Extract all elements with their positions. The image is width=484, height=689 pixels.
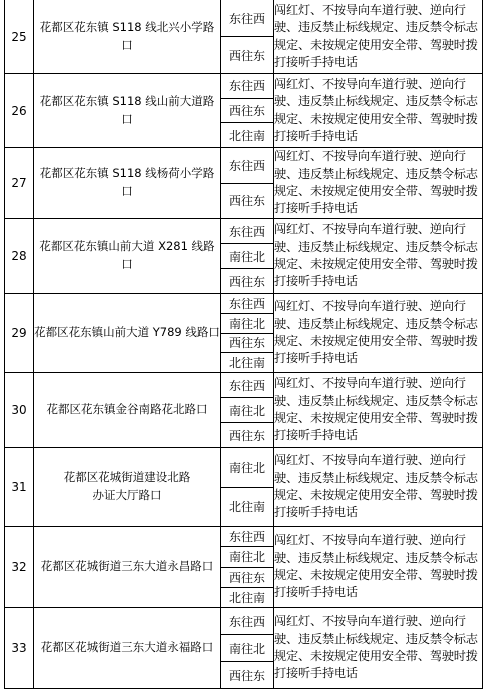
direction-item: 西往东 bbox=[221, 36, 273, 73]
table-row bbox=[5, 148, 483, 219]
violation-types-text: 闯红灯、不按导向车道行驶、逆向行驶、违反禁止标线规定、违反禁令标志规定、未按规定使用安全带、驾驶时拨打接听手持电话 bbox=[274, 222, 478, 289]
direction-item: 北往南 bbox=[221, 352, 273, 372]
direction-item: 南往北 bbox=[221, 313, 273, 333]
table-row bbox=[5, 294, 483, 373]
intersection-location bbox=[34, 74, 221, 148]
direction-item: 西往东 bbox=[221, 567, 273, 587]
direction-item: 西往东 bbox=[221, 333, 273, 353]
direction-item: 西往东 bbox=[221, 422, 273, 447]
violation-types-cell bbox=[274, 148, 483, 219]
table-row bbox=[5, 373, 483, 448]
location-line: 花都区花东镇 S118 线北兴小学路口 bbox=[39, 19, 215, 52]
violation-types-cell bbox=[274, 608, 483, 689]
direction-list-cell bbox=[221, 148, 274, 219]
intersection-location bbox=[34, 294, 221, 373]
violation-types-cell bbox=[274, 294, 483, 373]
direction-list-cell bbox=[221, 294, 274, 373]
location-line: 办证大厅路口 bbox=[92, 488, 162, 502]
table-row bbox=[5, 219, 483, 294]
direction-list-cell bbox=[221, 527, 274, 608]
direction-item: 南往北 bbox=[221, 546, 273, 566]
location-line: 花都区花城街道三东大道永昌路口 bbox=[40, 559, 214, 574]
table-row bbox=[5, 608, 483, 689]
direction-item: 西往东 bbox=[221, 661, 273, 688]
direction-item: 东往西 bbox=[228, 530, 265, 545]
intersection-location bbox=[34, 219, 221, 294]
intersection-location bbox=[34, 448, 221, 527]
direction-item: 南往北 bbox=[221, 243, 273, 268]
direction-list bbox=[221, 74, 273, 147]
direction-item: 东往西 bbox=[228, 378, 265, 393]
table-row bbox=[5, 0, 483, 74]
direction-item: 南往北 bbox=[221, 634, 273, 661]
direction-item: 南往北 bbox=[228, 460, 265, 475]
direction-item: 东往西 bbox=[228, 224, 265, 239]
violation-types-text: 闯红灯、不按导向车道行驶、逆向行驶、违反禁止标线规定、违反禁令标志规定、未按规定使用安全带、驾驶时拨打接听手持电话 bbox=[274, 299, 478, 366]
violation-types-text: 闯红灯、不按导向车道行驶、逆向行驶、违反禁止标线规定、违反禁令标志规定、未按规定使用安全带、驾驶时拨打接听手持电话 bbox=[274, 2, 478, 69]
location-line: 花都区花东镇山前大道 Y789 线路口 bbox=[34, 325, 220, 340]
direction-list bbox=[221, 148, 273, 218]
direction-item: 北往南 bbox=[221, 122, 273, 147]
direction-list-cell bbox=[221, 74, 274, 148]
direction-list bbox=[221, 527, 273, 607]
row-number: 29 bbox=[5, 294, 34, 373]
location-line: 花都区花东镇山前大道 X281 线路口 bbox=[39, 239, 215, 271]
violation-types-text: 闯红灯、不按导向车道行驶、逆向行驶、违反禁止标线规定、违反禁令标志规定、未按规定使用安全带、驾驶时拨打接听手持电话 bbox=[274, 376, 478, 443]
violation-types-cell bbox=[274, 74, 483, 148]
row-number: 27 bbox=[5, 148, 34, 219]
violation-types-text: 闯红灯、不按导向车道行驶、逆向行驶、违反禁止标线规定、违反禁令标志规定、未按规定使用安全带、驾驶时拨打接听手持电话 bbox=[274, 533, 478, 600]
direction-item: 东往西 bbox=[228, 614, 265, 629]
violation-types-cell bbox=[274, 219, 483, 294]
row-number: 32 bbox=[5, 527, 34, 608]
direction-list bbox=[221, 0, 273, 73]
row-number: 31 bbox=[5, 448, 34, 527]
direction-list bbox=[221, 608, 273, 688]
violation-types-cell bbox=[274, 448, 483, 527]
direction-list bbox=[221, 373, 273, 447]
violation-types-text: 闯红灯、不按导向车道行驶、逆向行驶、违反禁止标线规定、违反禁令标志规定、未按规定使用安全带、驾驶时拨打接听手持电话 bbox=[274, 149, 478, 216]
location-line: 花都区花东镇 S118 线杨荷小学路口 bbox=[39, 166, 215, 198]
intersection-location bbox=[34, 373, 221, 448]
direction-list-cell bbox=[221, 219, 274, 294]
direction-item: 东往西 bbox=[228, 79, 265, 94]
intersection-location bbox=[34, 148, 221, 219]
violation-types-cell bbox=[274, 373, 483, 448]
intersection-location bbox=[34, 608, 221, 689]
direction-item: 北往南 bbox=[221, 587, 273, 607]
direction-list-cell bbox=[221, 608, 274, 689]
direction-list bbox=[221, 448, 273, 526]
direction-item: 西往东 bbox=[221, 183, 273, 219]
violation-types-text: 闯红灯、不按导向车道行驶、逆向行驶、违反禁止标线规定、违反禁令标志规定、未按规定使用安全带、驾驶时拨打接听手持电话 bbox=[274, 76, 478, 143]
direction-item: 南往北 bbox=[221, 397, 273, 422]
violation-types-text: 闯红灯、不按导向车道行驶、逆向行驶、违反禁止标线规定、违反禁令标志规定、未按规定使用安全带、驾驶时拨打接听手持电话 bbox=[274, 453, 478, 520]
direction-list-cell bbox=[221, 373, 274, 448]
direction-list bbox=[221, 294, 273, 372]
direction-item: 西往东 bbox=[221, 268, 273, 293]
table-row bbox=[5, 527, 483, 608]
violation-types-text: 闯红灯、不按导向车道行驶、逆向行驶、违反禁止标线规定、违反禁令标志规定、未按规定使用安全带、驾驶时拨打接听手持电话 bbox=[274, 614, 478, 681]
table-row bbox=[5, 74, 483, 148]
table-row bbox=[5, 448, 483, 527]
direction-list bbox=[221, 219, 273, 293]
violation-types-cell bbox=[274, 0, 483, 74]
violation-types-cell bbox=[274, 527, 483, 608]
direction-list-cell bbox=[221, 448, 274, 527]
direction-item: 北往南 bbox=[221, 487, 273, 527]
row-number: 28 bbox=[5, 219, 34, 294]
row-number: 30 bbox=[5, 373, 34, 448]
row-number: 25 bbox=[5, 0, 34, 74]
table-body bbox=[5, 0, 483, 689]
direction-item: 东往西 bbox=[228, 296, 265, 311]
direction-list-cell bbox=[221, 0, 274, 74]
intersection-location bbox=[34, 527, 221, 608]
location-line: 花都区花城街道建设北路 bbox=[63, 470, 191, 485]
location-line: 花都区花东镇金谷南路花北路口 bbox=[46, 402, 208, 417]
row-number: 33 bbox=[5, 608, 34, 689]
direction-item: 西往东 bbox=[221, 98, 273, 123]
location-line: 花都区花城街道三东大道永福路口 bbox=[40, 640, 214, 655]
direction-item: 东往西 bbox=[228, 11, 265, 26]
intersection-location bbox=[34, 0, 221, 74]
row-number: 26 bbox=[5, 74, 34, 148]
enforcement-location-table bbox=[4, 0, 483, 689]
location-line: 花都区花东镇 S118 线山前大道路口 bbox=[39, 93, 215, 126]
direction-item: 东往西 bbox=[228, 158, 265, 173]
